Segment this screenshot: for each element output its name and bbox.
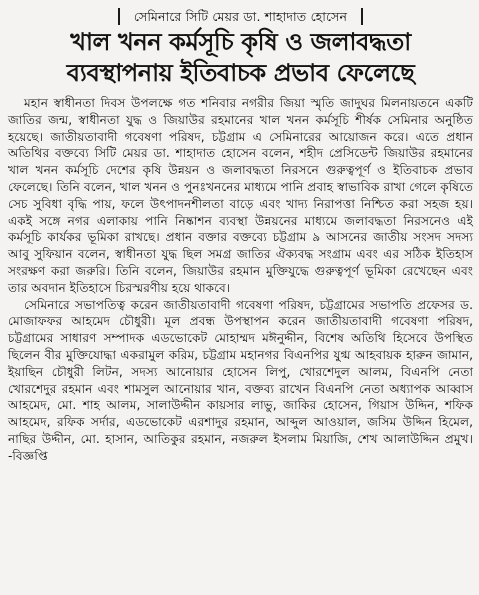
headline-line-2: ব্যবস্থাপনায় ইতিবাচক প্রভাব ফেলেছে	[66, 59, 415, 87]
kicker: সেমিনারে সিটি মেয়র ডা. শাহাদাত হোসেন	[118, 8, 363, 25]
article-body	[8, 95, 473, 465]
article-paragraph-2: সেমিনারে সভাপতিত্ব করেন জাতীয়তাবাদী গবেষণা পরিষদ, চট্টগ্রামের সভাপতি প্রফেসর ড. মোজাফফর আহমেদ চৌধুরী। মূল প্রবন্ধ উপস্থাপন করেন জাতীয়তাবাদী গবেষণা পরিষদ, চট্টগ্রামের সাধারণ সম্পাদক এডভোকেট মোহাম্মদ মঈনুদ্দীন, বিশেষ অতিথি হিসেবে উপস্থিত ছিলেন বীর মুক্তিযোদ্ধা একরামুল করিম, চট্টগ্রাম মহানগর বিএনপির যুগ্ম আহবায়ক হারুন জামান, ইয়াছিন চৌধুরী লিটন, সদস্য আনোয়ার হোসেন লিপু, খোরশেদুল আলম, বিএনপি নেতা খোরশেদুর রহমান এবং শামসুল আনোয়ার খান, বক্তব্য রাখেন বিএনপি নেতা অধ্যাপক আব্বাস আহমেদ, মো. শাহ আলম, সালাউদ্দীন কায়সার লাভু, জাকির হোসেন, গিয়াস উদ্দিন, শফিক আহমেদ, রফিক সর্দার, এডভোকেট এরশাদুর রহমান, আব্দুল আওয়াল, জসিম উদ্দিন হিমেল, নাছির উদ্দীন, মো. হাসান, আতিকুর রহমান, নজরুল ইসলাম মিয়াজি, শেখ আলাউদ্দিন প্রমুখ। -বিজ্ঞপ্তি	[8, 297, 473, 463]
article-paragraph-1: মহান স্বাধীনতা দিবস উপলক্ষে গত শনিবার নগরীর জিয়া স্মৃতি জাদুঘর মিলনায়তনে একটি জাতির জন্ম, স্বাধীনতা যুদ্ধ ও জিয়াউর রহমানের খাল খনন কর্মসূচি শীর্ষক সেমিনার অনুষ্ঠিত হয়েছে। জাতীয়তাবাদী গবেষণা পরিষদ, চট্টগ্রাম এ সেমিনারের আয়োজন করে। এতে প্রধান অতিথির বক্তব্যে সিটি মেয়র ডা. শাহাদাত হোসেন বলেন, শহীদ প্রেসিডেন্ট জিয়াউর রহমানের খাল খনন কর্মসূচি দেশের কৃষি উন্নয়ন ও জলাবদ্ধতা নিরসনে গুরুত্বপূর্ণ ও ইতিবাচক প্রভাব ফেলেছে। তিনি বলেন, খাল খনন ও পুনঃখননের মাধ্যমে পানি প্রবাহ স্বাভাবিক রাখা গেলে কৃষিতে সেচ সুবিধা বৃদ্ধি পায়, ফলে উৎপাদনশীলতা বাড়ে এবং খাদ্য নিরাপত্তা নিশ্চিত করা সহজ হয়। একই সঙ্গে নগর এলাকায় পানি নিষ্কাশন ব্যবস্থা উন্নয়নের মাধ্যমে জলাবদ্ধতা নিরসনেও এই কর্মসূচি কার্যকর ভূমিকা রাখছে। প্রধান বক্তার বক্তব্যে চট্টগ্রাম ৯ আসনের জাতীয় সংসদ সদস্য আবু সুফিয়ান বলেন, স্বাধীনতা যুদ্ধ ছিল সমগ্র জাতির ঐক্যবদ্ধ সংগ্রাম এবং এর সঠিক ইতিহাস সংরক্ষণ করা জরুরি। তিনি বলেন, জিয়াউর রহমান মুক্তিযুদ্ধে গুরুত্বপূর্ণ ভূমিকা রেখেছেন এবং তার অবদান ইতিহাসে চিরস্মরণীয় হয়ে থাকবে।	[8, 96, 473, 295]
headline	[8, 27, 473, 89]
kicker-wrapper	[8, 6, 473, 25]
headline-line-1: খাল খনন কর্মসূচি কৃষি ও জলাবদ্ধতা	[70, 28, 411, 56]
